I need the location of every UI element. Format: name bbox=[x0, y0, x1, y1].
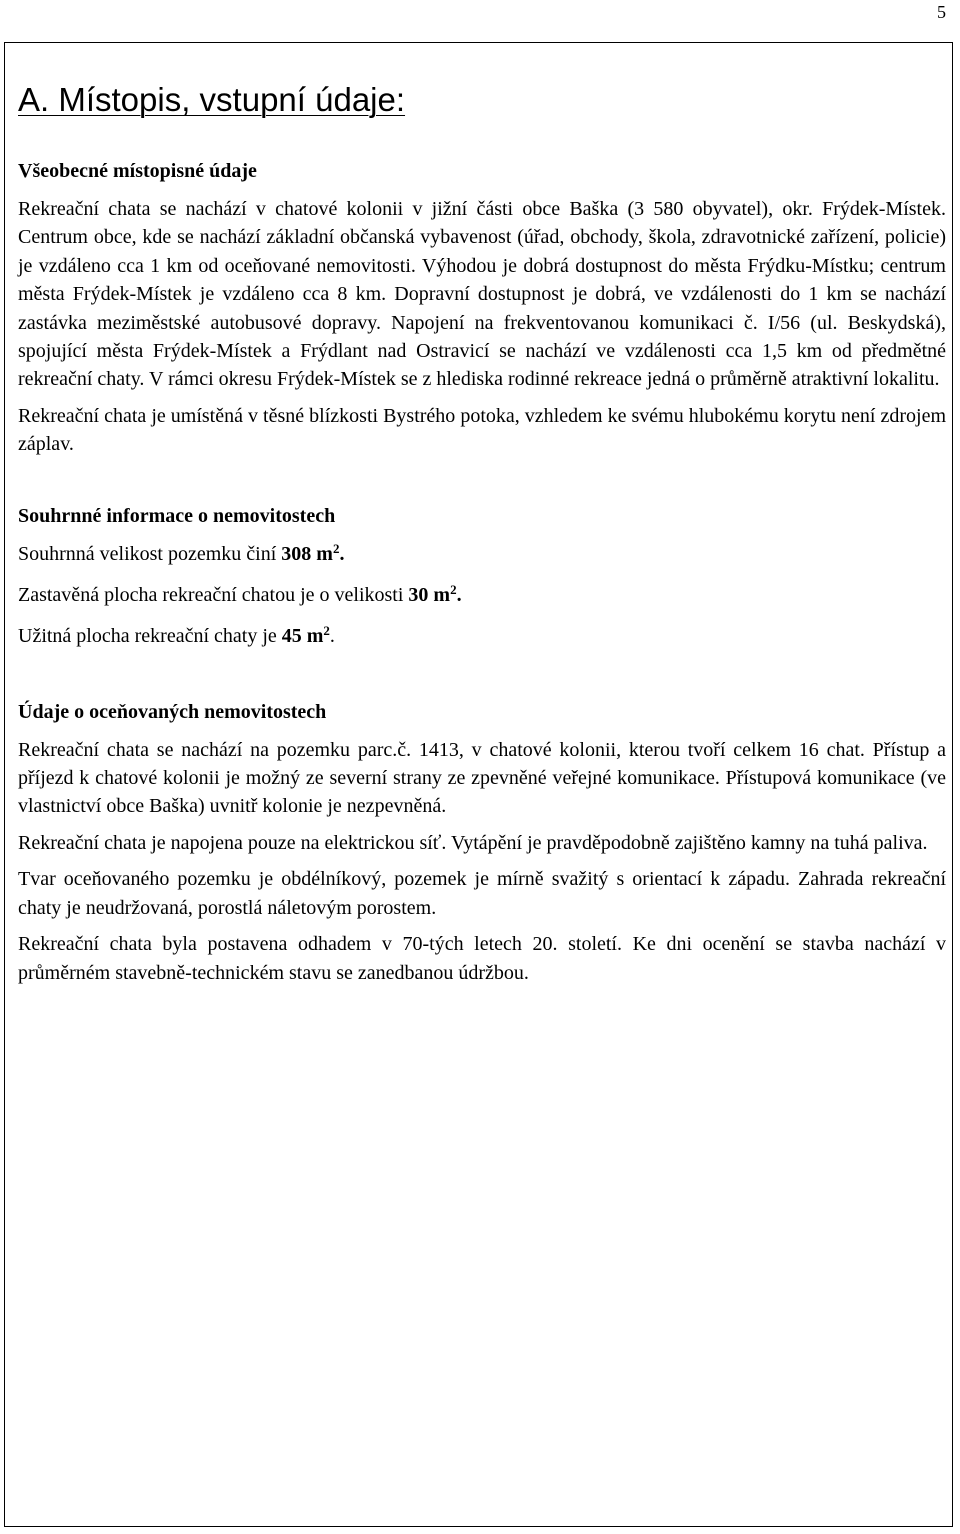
page-number: 5 bbox=[937, 2, 946, 22]
general-paragraph-1: Rekreační chata se nachází v chatové kolonii v jižní části obce Baška (3 580 obyvatel), okr. Frýdek-Místek. Centrum obce, kde se nachází základní občanská vybavenost (úřad, obchody, škola, zdravotnické zařízení, policie) je vzdáleno cca 1 km od oceňované nemovitosti. Výhodou je dobrá dostupnost do města Frýdku-Místku; centrum města Frýdek-Místek je vzdáleno cca 8 km. Dopravní dostupnost je dobrá, ve vzdálenosti do 1 km se nachází zastávka meziměstské autobusové dopravy. Napojení na frekventovanou komunikaci č. I/56 (ul. Beskydská), spojující města Frýdek-Místek a Frýdlant nad Ostravicí se nachází ve vzdálenosti cca 1,5 km od předmětné rekreační chaty. V rámci okresu Frýdek-Místek se z hlediska rodinné rekreace jedná o průměrně atraktivní lokalitu. bbox=[18, 198, 946, 391]
summary-item-label: Užitná plocha rekreační chaty je bbox=[18, 624, 282, 647]
summary-item-label: Zastavěná plocha rekreační chatou je o velikosti bbox=[18, 583, 409, 606]
summary-item-value: 30 m bbox=[408, 583, 451, 606]
general-paragraph-2: Rekreační chata je umístěná v těsné blízkosti Bystrého potoka, vzhledem ke svému hlubokému korytu není zdrojem záplav. bbox=[18, 404, 946, 456]
summary-item-suffix: . bbox=[329, 624, 335, 647]
details-paragraph-4: Rekreační chata byla postavena odhadem v 70-tých letech 20. století. Ke dni ocenění se stavba nachází v průměrném stavebně-technickém stavu se zanedbanou údržbou. bbox=[18, 933, 946, 984]
summary-item-exponent: 2 bbox=[450, 581, 457, 597]
summary-item-suffix: . bbox=[456, 583, 462, 606]
summary-item-built-area bbox=[18, 581, 946, 609]
document-content bbox=[18, 80, 946, 995]
summary-item-value: 308 m bbox=[281, 542, 333, 565]
details-paragraph-2: Rekreační chata je napojena pouze na elektrickou síť. Vytápění je pravděpodobně zajištěno kamny na tuhá paliva. bbox=[18, 831, 928, 854]
summary-item-exponent: 2 bbox=[323, 622, 330, 638]
details-paragraph-1: Rekreační chata se nachází na pozemku parc.č. 1413, v chatové kolonii, kterou tvoří celkem 16 chat. Přístup a příjezd k chatové kolonii je možný ze severní strany ze zpevněné veřejné komunikace. Přístupová komunikace (ve vlastnictví obce Baška) uvnitř kolonie je nezpevněná. bbox=[18, 738, 946, 818]
general-heading: Všeobecné místopisné údaje bbox=[18, 160, 257, 182]
summary-item-usable-area bbox=[18, 622, 946, 650]
section-title: A. Místopis, vstupní údaje: bbox=[18, 81, 406, 118]
summary-item-plot-size bbox=[18, 540, 946, 568]
summary-item-suffix: . bbox=[339, 542, 345, 565]
details-heading: Údaje o oceňovaných nemovitostech bbox=[18, 700, 327, 723]
summary-item-value: 45 m bbox=[281, 624, 324, 647]
summary-item-label: Souhrnná velikost pozemku činí bbox=[18, 542, 282, 565]
summary-item-exponent: 2 bbox=[332, 540, 340, 556]
details-paragraph-3: Tvar oceňovaného pozemku je obdélníkový, pozemek je mírně svažitý s orientací k západu. Zahrada rekreační chaty je neudržovaná, porostlá náletovým porostem. bbox=[18, 868, 946, 919]
summary-heading: Souhrnné informace o nemovitostech bbox=[18, 504, 336, 527]
